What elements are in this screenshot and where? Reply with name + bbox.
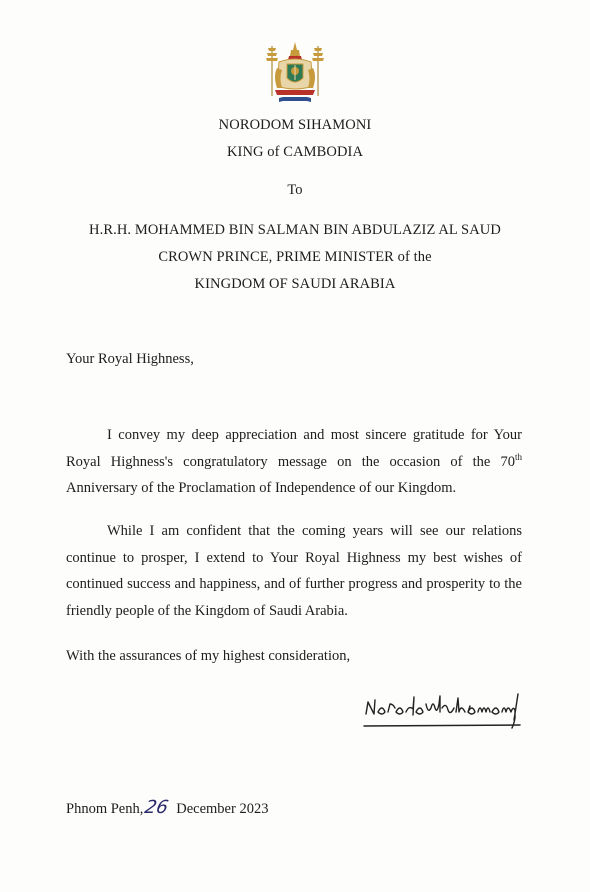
- closing-line: With the assurances of my highest consideration,: [66, 648, 351, 664]
- body-paragraph-1-text-end: Anniversary of the Proclamation of Independence of our Kingdom.: [66, 480, 457, 496]
- recipient-line-2: CROWN PRINCE, PRIME MINISTER of the: [158, 249, 432, 265]
- date-day-handwritten: 26: [143, 797, 171, 818]
- salutation: Your Royal Highness,: [66, 351, 194, 367]
- body-paragraph-1: [66, 422, 522, 502]
- recipient-line-3: KINGDOM OF SAUDI ARABIA: [194, 276, 396, 292]
- recipient-line-1: H.R.H. MOHAMMED BIN SALMAN BIN ABDULAZIZ AL SAUD: [89, 222, 501, 238]
- place-and-date: [66, 797, 268, 818]
- to-label: To: [287, 182, 303, 198]
- body-paragraph-2-text: While I am confident that the coming years will see our relations continue to prosper, I extend to Your Royal Highness my best wishes of continued success and happiness, and of further progress and prosperity to the friendly people of the Kingdom of Saudi Arabia.: [66, 523, 522, 619]
- body-paragraph-2: [66, 518, 522, 624]
- royal-crest-icon: [263, 40, 327, 106]
- signature-icon: [360, 686, 530, 734]
- sender-name: NORODOM SIHAMONI: [218, 117, 372, 133]
- ordinal-suffix: th: [514, 451, 522, 462]
- place: Phnom Penh,: [66, 801, 144, 817]
- body-paragraph-1-text: I convey my deep appreciation and most sincere gratitude for Your Royal Highness's congratulatory message on the occasion of the 70: [66, 427, 522, 470]
- sender-title: KING of CAMBODIA: [226, 144, 364, 160]
- date-month-year: December 2023: [176, 801, 269, 817]
